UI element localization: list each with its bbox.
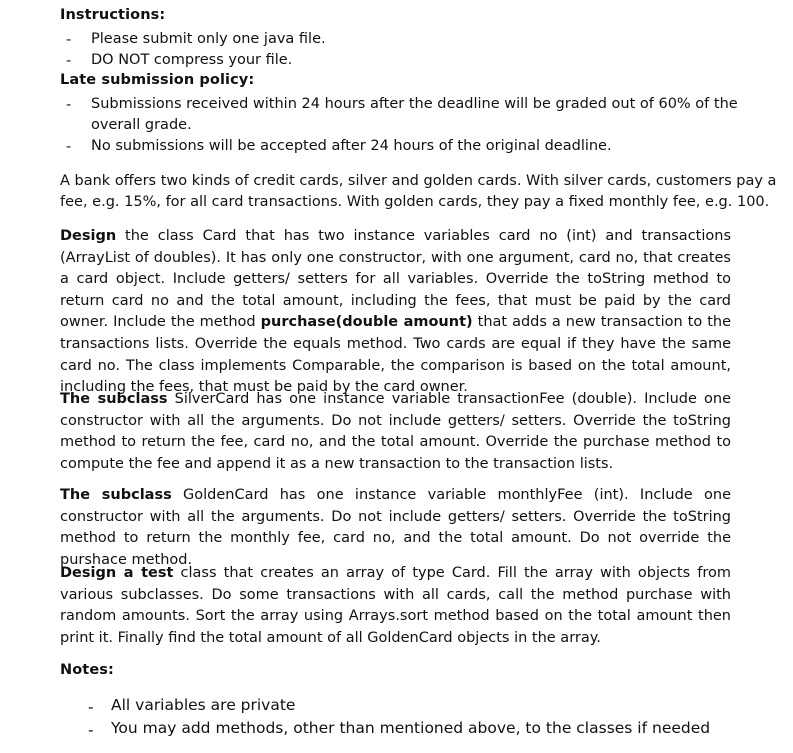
paragraph-lead: The subclass [60, 487, 172, 503]
bullet-dash: - [66, 97, 72, 113]
note-item: All variables are private [111, 696, 296, 714]
paragraph-lead: Design [60, 228, 117, 244]
paragraph-text: SilverCard has one instance variable transactionFee (double). Include one constructor with all the arguments. Do not include getters/ setters. Override the toString method to return the fee, card no, and the total amount. Override the purchase method to compute the fee and append it as a new transaction to the transaction lists. [60, 391, 731, 472]
paragraph-text: GoldenCard has one instance variable monthlyFee (int). Include one constructor with all the arguments. Do not include getters/ setters. Override the toString method to return the monthly fee, card no, and the total amount. Do not override the purshace method. [60, 487, 731, 568]
late-policy-item: Submissions received within 24 hours after the deadline will be graded out of 60% of the [91, 96, 738, 112]
instructions-heading: Instructions: [60, 7, 166, 23]
late-policy-item-continued: overall grade. [91, 117, 192, 133]
notes-heading: Notes: [60, 662, 114, 678]
test-class-paragraph [60, 563, 731, 649]
paragraph-text: the class Card that has two instance variables card no (int) and transactions (ArrayList of doubles). It has only one constructor, with one argument, card no, that creates a card object. Include getters/ setters for all variables. Override the toString method to return card no and the total amount, including the fees, that must be paid by the card owner. Include the method [60, 228, 731, 331]
method-name: purchase(double amount) [260, 314, 473, 331]
late-policy-item: No submissions will be accepted after 24 hours of the original deadline. [91, 138, 612, 154]
golden-card-paragraph [60, 485, 731, 571]
instruction-item: Please submit only one java file. [91, 31, 326, 47]
intro-line: A bank offers two kinds of credit cards, silver and golden cards. With silver cards, customers pay a [60, 173, 777, 189]
instruction-item: DO NOT compress your file. [91, 52, 293, 68]
bullet-dash: - [66, 32, 72, 48]
note-item: You may add methods, other than mentioned above, to the classes if needed [111, 719, 711, 737]
paragraph-text: that adds a new transaction to the transactions lists. Override the equals method. Two cards are equal if they have the same card no. The class implements Comparable, the comparison is based on the total amount, including the fees, that must be paid by the card owner. [60, 314, 732, 396]
paragraph-text: class that creates an array of type Card. Fill the array with objects from various subclasses. Do some transactions with all cards, call the method purchase with random amounts. Sort the array using Arrays.sort method based on the total amount then print it. Finally find the total amount of all GoldenCard objects in the array. [60, 565, 731, 646]
bullet-dash: - [88, 721, 94, 739]
intro-line: fee, e.g. 15%, for all card transactions. With golden cards, they pay a fixed monthly fee, e.g. 100. [60, 194, 770, 210]
late-policy-heading: Late submission policy: [60, 72, 255, 88]
bullet-dash: - [66, 139, 72, 155]
bullet-dash: - [88, 698, 94, 716]
card-class-paragraph [60, 226, 731, 399]
paragraph-lead: The subclass [60, 391, 168, 407]
silver-card-paragraph [60, 389, 731, 475]
paragraph-lead: Design a test [60, 565, 174, 581]
bullet-dash: - [66, 53, 72, 69]
